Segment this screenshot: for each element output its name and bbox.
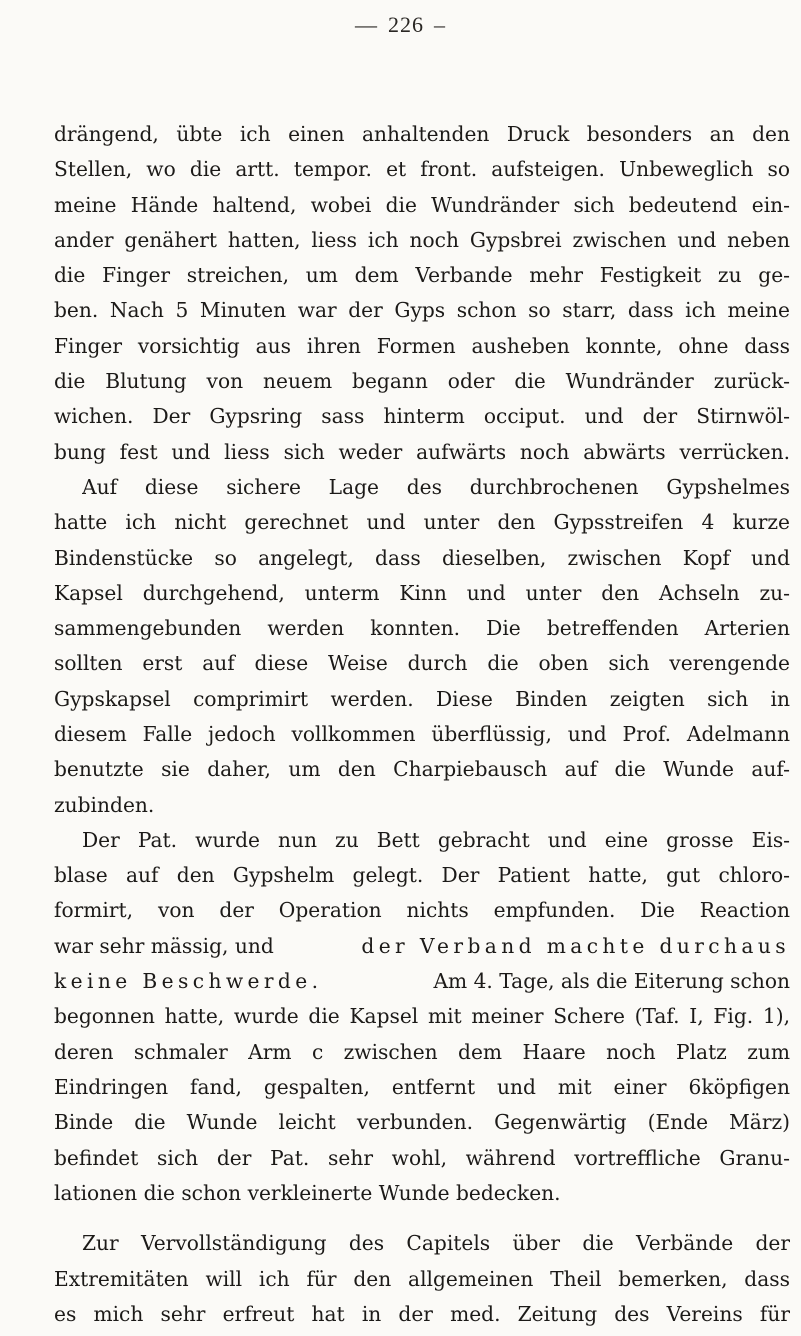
- text-line: sammengebunden werden konnten. Die betreffenden Arterien: [54, 616, 790, 641]
- text-line: Binde die Wunde leicht verbunden. Gegenwärtig (Ende März): [54, 1110, 790, 1135]
- text-line: Auf diese sichere Lage des durchbrochenen Gypshelmes: [82, 474, 790, 499]
- text-line: diesem Falle jedoch vollkommen überflüssig, und Prof. Adelmann: [54, 722, 790, 747]
- text-line: Bindenstücke so angelegt, dass dieselben, zwischen Kopf und: [54, 545, 790, 570]
- page-number-dash-left: —: [355, 12, 378, 37]
- text-line: Zur Vervollständigung des Capitels über die Verbände der: [82, 1231, 790, 1256]
- text-line: meine Hände haltend, wobei die Wundränder sich bedeutend ein-: [54, 192, 790, 217]
- text-line: sollten erst auf diese Weise durch die oben sich verengende: [54, 651, 790, 676]
- page-number-dash-right: –: [434, 12, 446, 37]
- spaced-emphasis: der Verband machte durchaus: [361, 933, 790, 958]
- text-line: die Blutung von neuem begann oder die Wundränder zurück-: [54, 369, 790, 394]
- page-number-value: 226: [388, 12, 424, 37]
- text-line: es mich sehr erfreut hat in der med. Zeitung des Vereins für: [54, 1302, 790, 1326]
- text-line: benutzte sie daher, um den Charpiebausch auf die Wunde auf-: [54, 757, 790, 782]
- text-line: begonnen hatte, wurde die Kapsel mit meiner Schere (Taf. I, Fig. 1),: [54, 1004, 790, 1029]
- text-fragment: Am 4. Tage, als die Eiterung schon: [433, 969, 790, 994]
- text-line: [54, 965, 790, 997]
- text-line: die Finger streichen, um dem Verbande mehr Festigkeit zu ge-: [54, 263, 790, 288]
- text-line: Stellen, wo die artt. tempor. et front. aufsteigen. Unbeweglich so: [54, 157, 790, 182]
- text-line: Eindringen fand, gespalten, entfernt und mit einer 6köpfigen: [54, 1074, 790, 1099]
- text-line: Kapsel durchgehend, unterm Kinn und unter den Achseln zu-: [54, 580, 790, 605]
- text-line: hatte ich nicht gerechnet und unter den Gypsstreifen 4 kurze: [54, 510, 790, 535]
- text-line: Der Pat. wurde nun zu Bett gebracht und eine grosse Eis-: [82, 827, 790, 852]
- text-line: blase auf den Gypshelm gelegt. Der Patient hatte, gut chloro-: [54, 863, 790, 888]
- text-line: befindet sich der Pat. sehr wohl, während vortreffliche Granu-: [54, 1145, 790, 1170]
- text-line: lationen die schon verkleinerte Wunde bedecken.: [54, 1180, 561, 1205]
- text-line: zubinden.: [54, 792, 155, 817]
- text-line: [54, 930, 790, 962]
- page-number: [0, 12, 801, 38]
- text-line: Extremitäten will ich für den allgemeinen Theil bemerken, dass: [54, 1266, 790, 1291]
- text-line: wichen. Der Gypsring sass hinterm occiput. und der Stirnwöl-: [54, 404, 790, 429]
- spaced-emphasis: keine Beschwerde.: [54, 969, 323, 994]
- text-line: ben. Nach 5 Minuten war der Gyps schon so starr, dass ich meine: [54, 298, 790, 323]
- text-line: Finger vorsichtig aus ihren Formen ausheben konnte, ohne dass: [54, 333, 790, 358]
- text-line: deren schmaler Arm c zwischen dem Haare noch Platz zum: [54, 1039, 790, 1064]
- text-line: formirt, von der Operation nichts empfunden. Die Reaction: [54, 898, 790, 923]
- text-line: ander genähert hatten, liess ich noch Gypsbrei zwischen und neben: [54, 227, 790, 252]
- text-line: drängend, übte ich einen anhaltenden Druck besonders an den: [54, 122, 790, 146]
- text-line: Gypskapsel comprimirt werden. Diese Binden zeigten sich in: [54, 686, 790, 711]
- text-line: bung fest und liess sich weder aufwärts noch abwärts verrücken.: [54, 439, 790, 464]
- text-fragment: war sehr mässig, und: [54, 933, 274, 958]
